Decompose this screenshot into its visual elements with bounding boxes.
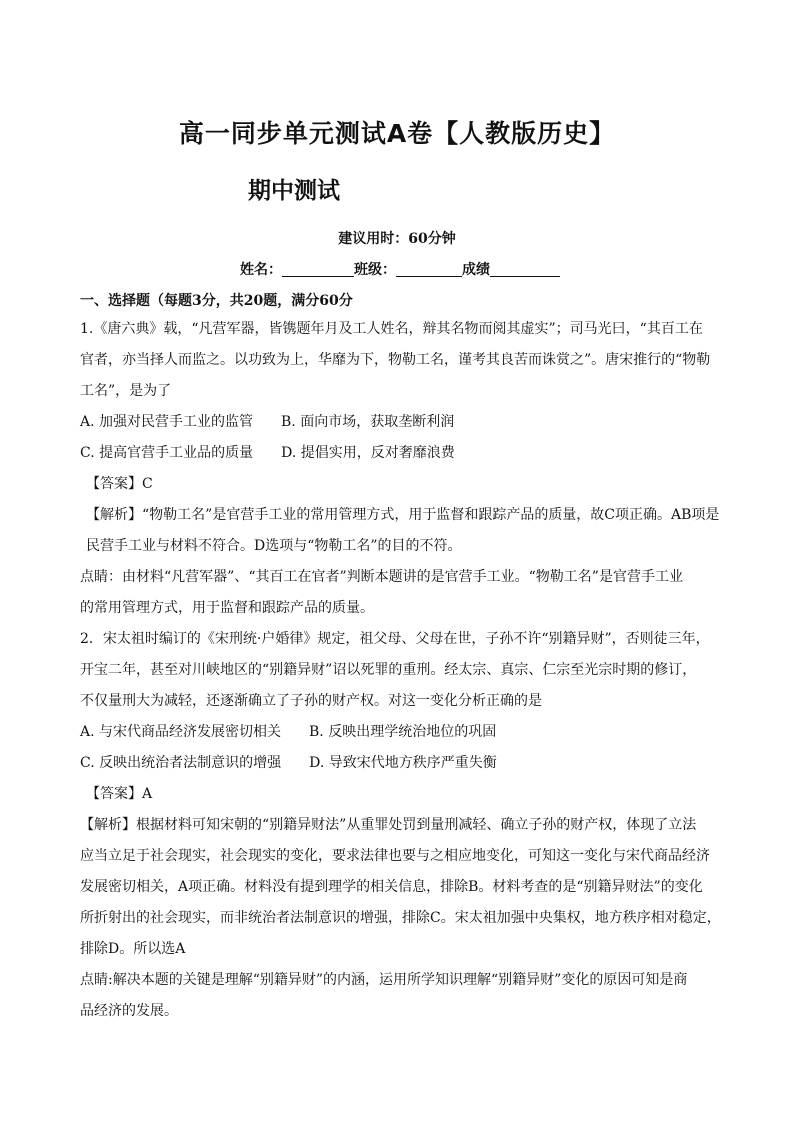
- q2-analysis-line: 【解析】根据材料可知宋朝的“别籍异财法”从重罪处罚到量刑减轻、确立子孙的财产权，体现了立法: [80, 817, 697, 833]
- class-blank: [396, 261, 462, 277]
- name-blank: [282, 261, 354, 277]
- q1-option-a: A. 加强对民营手工业的监管: [80, 414, 254, 430]
- q1-answer: 【答案】C: [86, 476, 153, 492]
- q2-analysis-line: 排除D。所以选A: [80, 941, 186, 957]
- q2-option-d: D. 导致宋代地方秩序严重失衡: [309, 755, 497, 771]
- q2-answer: 【答案】A: [86, 786, 153, 802]
- section-heading: 一、选择题（每题3分，共20题，满分60分: [80, 293, 353, 309]
- q2-analysis-line: 所折射出的社会现实，而非统治者法制意识的增强，排除C。宋太祖加强中央集权，地方秩序相对稳定，: [80, 910, 721, 926]
- q2-note-line: 点睛:解决本题的关键是理解“别籍异财”的内涵，运用所学知识理解“别籍异财”变化的原因可知是商: [80, 972, 688, 988]
- q1-option-d: D. 提倡实用，反对奢靡浪费: [281, 445, 455, 461]
- page-subtitle: 期中测试: [248, 178, 340, 204]
- q1-stem-line: 1.《唐六典》载，“凡营军器，皆镌题年月及工人姓名，辩其名物而阅其虚实”；司马光曰，“其百工在: [80, 321, 703, 337]
- q2-analysis-line: 应当立足于社会现实，社会现实的变化，要求法律也要与之相应地变化，可知这一变化与宋代商品经济: [80, 848, 710, 864]
- q1-option-b: B. 面向市场，获取垄断利润: [281, 414, 455, 430]
- score-blank: [490, 261, 560, 277]
- page-title: 高一同步单元测试A卷【人教版历史】: [178, 119, 616, 148]
- q1-options-row: [80, 407, 720, 438]
- q2-option-c: C. 反映出统治者法制意识的增强: [80, 755, 282, 771]
- class-label: 班级：: [354, 262, 396, 278]
- q1-stem-line: 官者，亦当择人而监之。以功致为上，华靡为下，物勒工名，谨考其良苦而诛赏之”。唐宋推行的“物勒: [80, 352, 711, 368]
- q1-note-line: 的常用管理方式，用于监督和跟踪产品的质量。: [80, 600, 374, 616]
- q1-analysis-line: 民营手工业与材料不符合。D选项与“物勒工名”的目的不符。: [86, 538, 462, 554]
- q1-analysis-line: 【解析】“物勒工名”是官营手工业的常用管理方式，用于监督和跟踪产品的质量，故C项正确。AB项是: [86, 507, 720, 523]
- question-content: [80, 288, 720, 1027]
- q2-option-a: A. 与宋代商品经济发展密切相关: [80, 724, 282, 740]
- q2-stem-line: 不仅量刑大为减轻，还逐渐确立了子孙的财产权。对这一变化分析正确的是: [80, 693, 542, 709]
- q2-options-row: [80, 748, 720, 779]
- q2-note-line: 品经济的发展。: [80, 1003, 178, 1019]
- q2-option-b: B. 反映出理学统治地位的巩固: [309, 724, 497, 740]
- q1-note-line: 点睛：由材料“凡营军器”、“其百工在官者”判断本题讲的是官营手工业。“物勒工名”是官营手工业: [80, 569, 683, 585]
- name-label: 姓名：: [240, 262, 282, 278]
- q1-stem-line: 工名”，是为了: [80, 383, 172, 399]
- q2-analysis-line: 发展密切相关，A项正确。材料没有提到理学的相关信息，排除B。材料考查的是“别籍异财法”的变化: [80, 879, 703, 895]
- q2-options-row: [80, 717, 720, 748]
- q1-option-c: C. 提高官营手工业品的质量: [80, 445, 254, 461]
- suggested-time: 建议用时：60分钟: [338, 231, 456, 247]
- student-info-row: [240, 259, 560, 279]
- q2-stem-line: 开宝二年，甚至对川峡地区的“别籍异财”诏以死罪的重刑。经太宗、真宗、仁宗至光宗时期的修订，: [80, 662, 697, 678]
- score-label: 成绩: [462, 262, 490, 278]
- q1-options-row: [80, 438, 720, 469]
- q2-stem-line: 2．宋太祖时编订的《宋刑统·户婚律》规定，祖父母、父母在世，子孙不许“别籍异财”，否则徒三年，: [80, 631, 710, 647]
